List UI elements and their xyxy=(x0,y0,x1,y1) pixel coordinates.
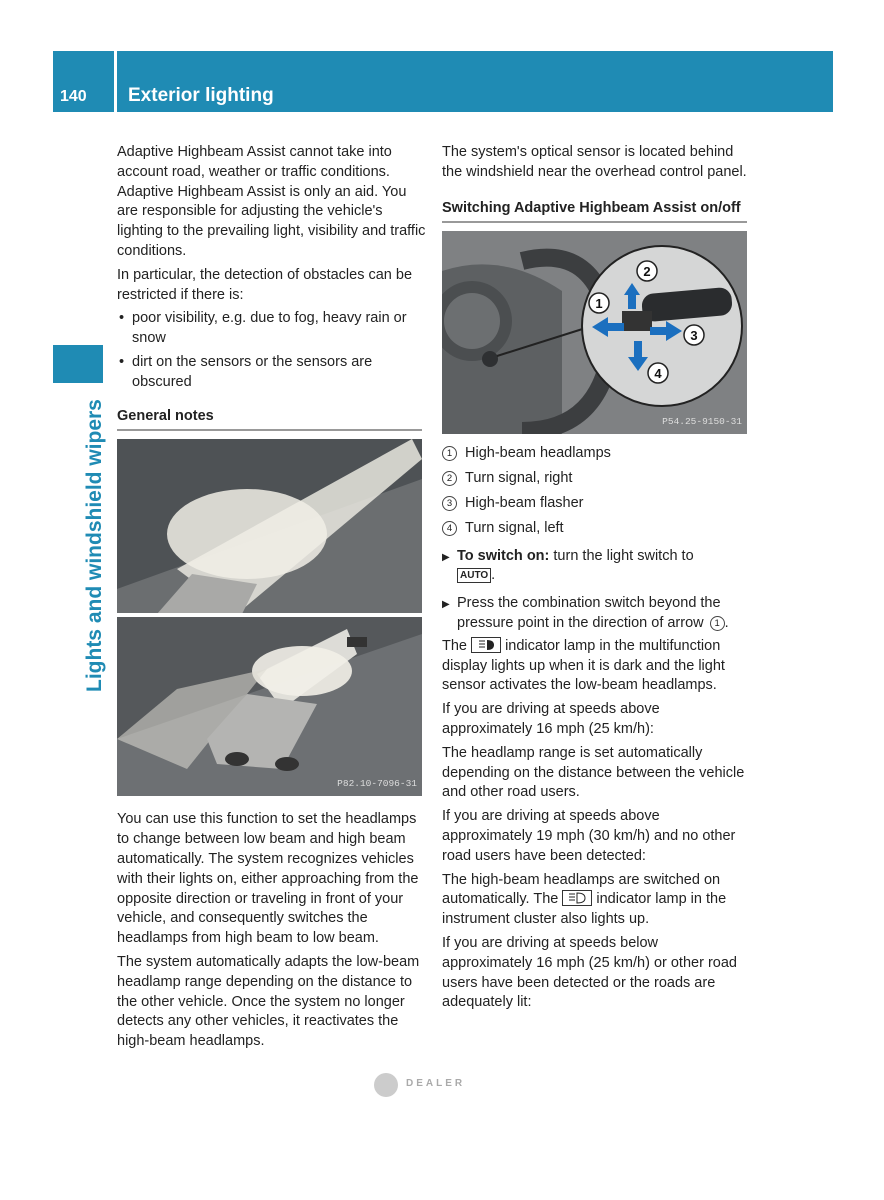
road-scene-svg xyxy=(117,439,422,796)
headlamp-illustration xyxy=(117,439,422,796)
legend-item xyxy=(442,519,752,539)
legend-label: Turn signal, right xyxy=(465,470,573,487)
callout-4: 4 xyxy=(654,366,662,382)
sensor-paragraph: The system's optical sensor is located behind the windshield near the overhead control panel. xyxy=(442,144,747,180)
legend-item xyxy=(442,444,752,464)
watermark-text: DEALER xyxy=(406,1078,466,1089)
text-span: The high-beam headlamps are switched on automatically. The xyxy=(442,871,721,908)
callout-2: 2 xyxy=(643,264,651,280)
result-paragraph: If you are driving at speeds below approximately 16 mph (25 km/h) or other road users have been detected or the roads are adequately lit: xyxy=(442,934,737,1011)
adaptive-highbeam-icon xyxy=(471,637,501,653)
body-paragraph: The system automatically adapts the low-beam headlamp range depending on the distance to the other vehicle. Once the system no longer detects any other vehicles, it reactivates the high-beam headlamps. xyxy=(117,953,420,1050)
legend-number: 2 xyxy=(442,471,457,486)
auto-symbol: AUTO xyxy=(457,568,491,583)
legend-item xyxy=(442,494,752,514)
callout-1: 1 xyxy=(595,296,603,312)
figure-code: P54.25-9150-31 xyxy=(662,415,742,427)
intro-paragraph: Adaptive Highbeam Assist cannot take into account road, weather or traffic conditions. Adaptive Highbeam Assist is only an aid. You are responsible for adjusting the vehicle's lighting to the prevailing light, visibility and traffic conditions. xyxy=(117,144,426,259)
result-paragraph: The headlamp range is set automatically depending on the distance between the vehicle and other road users. xyxy=(442,744,745,801)
legend-number: 3 xyxy=(442,496,457,511)
watermark-logo xyxy=(372,1070,502,1103)
side-tab-label: Lights and windshield wipers xyxy=(83,399,106,692)
left-column xyxy=(117,143,427,1056)
bullet-item: • dirt on the sensors or the sensors are obscured xyxy=(117,353,427,393)
legend-number: 4 xyxy=(442,521,457,536)
legend-list xyxy=(442,444,752,538)
result-paragraph xyxy=(442,637,752,696)
body-paragraph: You can use this function to set the headlamps to change between low beam and high beam automatically. The system recognizes vehicles with their lights on, either approaching from the opposite direction or traveling in front of your vehicle, and consequently switches the headlamps from high beam to low beam. xyxy=(117,811,419,947)
instruction-step: ▶ To switch on: turn the light switch to AUTO . xyxy=(442,547,752,587)
page-title: Exterior lighting xyxy=(128,85,274,106)
text-span: The xyxy=(442,637,467,654)
result-paragraph xyxy=(442,871,752,930)
section-heading-switching: Switching Adaptive Highbeam Assist on/off xyxy=(442,199,747,224)
combination-switch-illustration xyxy=(442,231,747,434)
legend-label: Turn signal, left xyxy=(465,519,564,536)
callout-3: 3 xyxy=(690,328,698,344)
legend-label: High-beam headlamps xyxy=(465,445,611,462)
instruction-step: ▶ Press the combination switch beyond the pressure point in the direction of arrow 1 . xyxy=(442,594,752,634)
high-beam-icon xyxy=(562,890,592,906)
bullet-item: • poor visibility, e.g. due to fog, heavy rain or snow xyxy=(117,309,427,349)
switch-diagram-svg xyxy=(442,231,747,434)
result-paragraph: If you are driving at speeds above approximately 16 mph (25 km/h): xyxy=(442,701,660,737)
legend-number: 1 xyxy=(442,446,457,461)
text-span: indicator lamp in the multifunction display lights up when it is dark and the light sensor activates the low-beam headlamps. xyxy=(442,637,725,694)
step-text: turn the light switch to xyxy=(553,547,694,564)
step-label: To switch on: xyxy=(457,547,550,564)
header-divider xyxy=(114,51,117,112)
right-column xyxy=(442,143,752,1017)
step-text: Press the combination switch beyond the pressure point in the direction of arrow xyxy=(457,595,721,631)
page-number: 140 xyxy=(60,88,87,105)
legend-label: High-beam flasher xyxy=(465,494,584,511)
figure-code: P82.10-7096-31 xyxy=(337,777,417,789)
section-heading-general-notes: General notes xyxy=(117,407,422,432)
text-span: indicator lamp in the instrument cluster also lights up. xyxy=(442,891,727,928)
arrow-reference: 1 xyxy=(710,616,725,631)
side-tab xyxy=(53,345,103,383)
intro-paragraph: In particular, the detection of obstacles can be restricted if there is: xyxy=(117,266,413,303)
legend-item xyxy=(442,469,752,489)
result-paragraph: If you are driving at speeds above approximately 19 mph (30 km/h) and no other road users have been detected: xyxy=(442,808,736,864)
